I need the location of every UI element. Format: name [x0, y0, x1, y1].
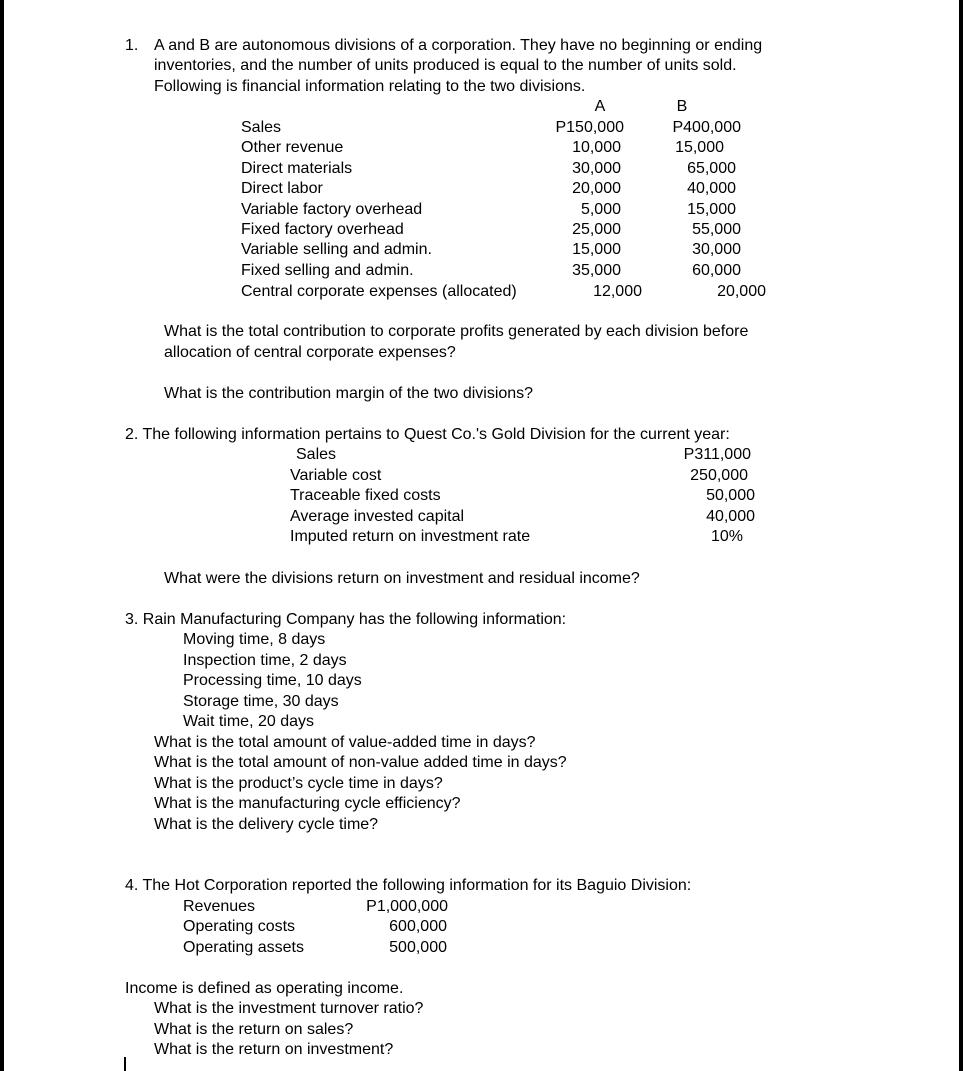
value-a: P150,000 — [555, 119, 624, 136]
row-label: Direct labor — [241, 180, 323, 197]
value-b: 15,000 — [675, 139, 724, 156]
value-a: 30,000 — [572, 160, 621, 177]
row-label: Other revenue — [241, 139, 344, 156]
problem-1-question-1-line-1: What is the total contribution to corporate profits generated by each division before — [164, 323, 749, 340]
problem-4-question: What is the return on investment? — [154, 1041, 394, 1058]
problem-3-question: What is the product’s cycle time in days? — [154, 775, 443, 792]
problem-3-question: What is the total amount of non-value added time in days? — [154, 754, 567, 771]
value-b: 20,000 — [717, 283, 766, 300]
row-label: Variable cost — [290, 467, 382, 484]
value-b: 15,000 — [687, 201, 736, 218]
row-value: 40,000 — [706, 508, 755, 525]
row-label: Central corporate expenses (allocated) — [241, 283, 517, 300]
value-a: 35,000 — [572, 262, 621, 279]
row-value: 50,000 — [706, 487, 755, 504]
row-value: 250,000 — [690, 467, 748, 484]
right-border — [959, 0, 963, 1071]
problem-1-question-1-line-2: allocation of central corporate expenses? — [164, 344, 456, 361]
time-item: Moving time, 8 days — [183, 631, 326, 648]
problem-3-intro: 3. Rain Manufacturing Company has the following information: — [125, 611, 567, 628]
problem-1-intro-line-3: Following is financial information relating to the two divisions. — [154, 78, 586, 95]
problem-4-note: Income is defined as operating income. — [125, 980, 404, 997]
value-a: 15,000 — [572, 241, 621, 258]
row-label: Sales — [241, 119, 282, 136]
value-b: 30,000 — [692, 241, 741, 258]
problem-3-question: What is the total amount of value-added time in days? — [154, 734, 536, 751]
row-label: Fixed selling and admin. — [241, 262, 414, 279]
problem-4-question: What is the investment turnover ratio? — [154, 1000, 424, 1017]
problem-4-question: What is the return on sales? — [154, 1021, 354, 1038]
value-a: 10,000 — [572, 139, 621, 156]
row-value: 500,000 — [389, 939, 447, 956]
problem-2-intro: 2. The following information pertains to Quest Co.'s Gold Division for the current year: — [125, 426, 730, 443]
row-label: Operating costs — [183, 918, 296, 935]
row-value: 600,000 — [389, 918, 447, 935]
value-b: 40,000 — [687, 180, 736, 197]
time-item: Storage time, 30 days — [183, 693, 339, 710]
row-label: Direct materials — [241, 160, 353, 177]
row-label: Revenues — [183, 898, 256, 915]
time-item: Wait time, 20 days — [183, 713, 315, 730]
value-b: 65,000 — [687, 160, 736, 177]
row-label: Fixed factory overhead — [241, 221, 404, 238]
problem-3-question: What is the manufacturing cycle efficiency? — [154, 795, 461, 812]
value-a: 20,000 — [572, 180, 621, 197]
problem-3-question: What is the delivery cycle time? — [154, 816, 379, 833]
row-label: Traceable fixed costs — [290, 487, 441, 504]
row-value: P311,000 — [683, 446, 751, 463]
text-cursor — [124, 1057, 126, 1071]
value-b: P400,000 — [672, 119, 741, 136]
value-b: 55,000 — [692, 221, 741, 238]
value-a: 25,000 — [572, 221, 621, 238]
column-header-a: A — [594, 98, 606, 115]
row-label: Imputed return on investment rate — [290, 528, 531, 545]
column-header-b: B — [676, 98, 688, 115]
value-a: 5,000 — [580, 201, 621, 218]
problem-1-number: 1. — [125, 37, 139, 54]
row-label: Sales — [296, 446, 337, 463]
row-label: Variable factory overhead — [241, 201, 423, 218]
problem-4-intro: 4. The Hot Corporation reported the following information for its Baguio Division: — [125, 877, 692, 894]
row-value: 10% — [710, 528, 743, 545]
row-label: Average invested capital — [290, 508, 465, 525]
problem-1-intro-line-2: inventories, and the number of units produced is equal to the number of units sold. — [154, 57, 737, 74]
value-a: 12,000 — [593, 283, 642, 300]
problem-1-intro-line-1: A and B are autonomous divisions of a corporation. They have no beginning or ending — [154, 37, 763, 54]
row-label: Operating assets — [183, 939, 304, 956]
time-item: Processing time, 10 days — [183, 672, 362, 689]
time-item: Inspection time, 2 days — [183, 652, 347, 669]
value-b: 60,000 — [692, 262, 741, 279]
problem-2-question: What were the divisions return on investment and residual income? — [164, 570, 640, 587]
row-value: P1,000,000 — [366, 898, 448, 915]
problem-1-question-2: What is the contribution margin of the two divisions? — [164, 385, 534, 402]
left-border — [0, 0, 4, 1071]
row-label: Variable selling and admin. — [241, 241, 432, 258]
